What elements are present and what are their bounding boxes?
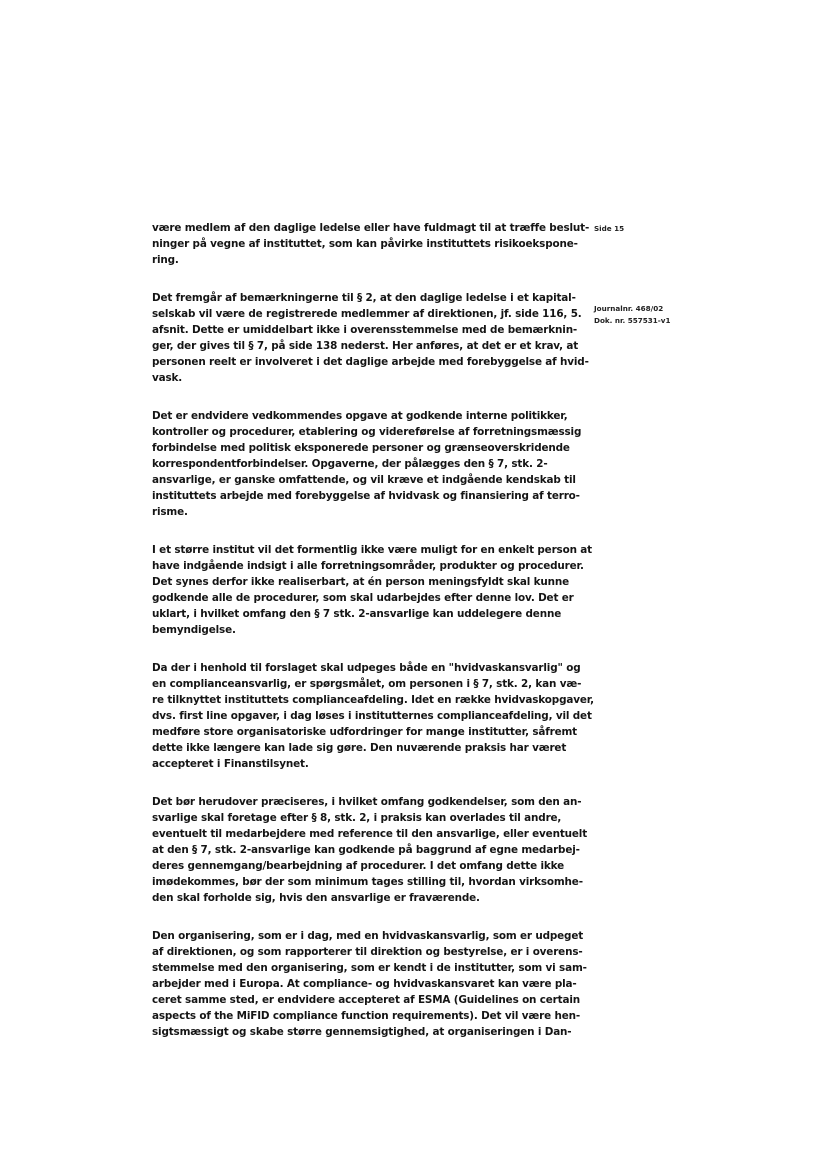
text-line: afsnit. Dette er umiddelbart ikke i overensstemmelse med de bemærknin- [152,324,578,336]
page-number-label: Side 15 [594,224,625,233]
paragraph [152,290,589,386]
text-line: instituttets arbejde med forebyggelse af hvidvask og finansiering af terro- [152,490,580,502]
paragraph [152,408,582,520]
text-line: Det fremgår af bemærkningerne til § 2, at den daglige ledelse i et kapital- [152,292,576,304]
text-line: af direktionen, og som rapporterer til direktion og bestyrelse, er i overens- [152,946,583,958]
paragraph [152,220,590,268]
text-line: en complianceansvarlig, er spørgsmålet, om personen i § 7, stk. 2, kan væ- [152,678,582,690]
text-line: re tilknyttet instituttets complianceafdeling. Idet en række hvidvaskopgaver, [152,694,594,706]
text-line: ninger på vegne af instituttet, som kan påvirke instituttets risikoekspone- [152,238,578,250]
text-line: ring. [152,254,179,266]
paragraph [152,660,594,772]
text-line: risme. [152,506,188,518]
text-line: stemmelse med den organisering, som er kendt i de institutter, som vi sam- [152,962,587,974]
text-line: imødekommes, bør der som minimum tages stilling til, hvordan virksomhe- [152,876,583,888]
text-line: Den organisering, som er i dag, med en hvidvaskansvarlig, som er udpeget [152,930,584,942]
letter-body [152,220,594,1062]
text-line: korrespondentforbindelser. Opgaverne, der pålægges den § 7, stk. 2- [152,458,548,470]
text-line: Det synes derfor ikke realiserbart, at én person meningsfyldt skal kunne [152,576,569,588]
text-line: have indgående indsigt i alle forretningsområder, produkter og procedurer. [152,560,584,572]
text-line: bemyndigelse. [152,624,236,636]
text-line: godkende alle de procedurer, som skal udarbejdes efter denne lov. Det er [152,592,574,604]
text-line: Da der i henhold til forslaget skal udpeges både en "hvidvaskansvarlig" og [152,662,581,674]
text-line: svarlige skal foretage efter § 8, stk. 2, i praksis kan overlades til andre, [152,812,562,824]
text-line: medføre store organisatoriske udfordringer for mange institutter, såfremt [152,726,577,738]
text-line: dvs. first line opgaver, i dag løses i institutternes complianceafdeling, vil det [152,710,592,722]
page-number [594,223,754,235]
text-line: kontroller og procedurer, etablering og videreførelse af forretningsmæssig [152,426,582,438]
text-line: Det er endvidere vedkommendes opgave at godkende interne politikker, [152,410,568,422]
text-line: Det bør herudover præciseres, i hvilket omfang godkendelser, som den an- [152,796,582,808]
paragraph [152,928,587,1040]
text-line: vask. [152,372,183,384]
text-line: ger, der gives til § 7, på side 138 nederst. Her anføres, at det er et krav, at [152,340,579,352]
text-line: personen reelt er involveret i det daglige arbejde med forebyggelse af hvid- [152,356,589,368]
text-line: forbindelse med politisk eksponerede personer og grænseoverskridende [152,442,570,454]
text-line: ansvarlige, er ganske omfattende, og vil kræve et indgående kendskab til [152,474,576,486]
document-reference [594,303,754,327]
text-line: deres gennemgang/bearbejdning af procedurer. I det omfang dette ikke [152,860,565,872]
text-line: være medlem af den daglige ledelse eller have fuldmagt til at træffe beslut- [152,222,590,234]
paragraph [152,542,592,638]
text-line: den skal forholde sig, hvis den ansvarlige er fraværende. [152,892,480,904]
text-line: selskab vil være de registrerede medlemmer af direktionen, jf. side 116, 5. [152,308,582,320]
text-line: uklart, i hvilket omfang den § 7 stk. 2-ansvarlige kan uddelegere denne [152,608,562,620]
document-number: Dok. nr. 557531-v1 [594,316,671,325]
text-line: aspects of the MiFID compliance function requirements). Det vil være hen- [152,1010,580,1022]
text-line: ceret samme sted, er endvidere accepteret af ESMA (Guidelines on certain [152,994,580,1006]
text-line: I et større institut vil det formentlig ikke være muligt for en enkelt person at [152,544,592,556]
text-line: sigtsmæssigt og skabe større gennemsigtighed, at organiseringen i Dan- [152,1026,572,1038]
text-line: dette ikke længere kan lade sig gøre. Den nuværende praksis har været [152,742,567,754]
text-line: arbejder med i Europa. At compliance- og hvidvaskansvaret kan være pla- [152,978,577,990]
journal-number: Journalnr. 468/02 [594,304,664,313]
text-line: at den § 7, stk. 2-ansvarlige kan godkende på baggrund af egne medarbej- [152,844,580,856]
paragraph [152,794,588,906]
text-line: eventuelt til medarbejdere med reference til den ansvarlige, eller eventuelt [152,828,588,840]
text-line: accepteret i Finanstilsynet. [152,758,309,770]
